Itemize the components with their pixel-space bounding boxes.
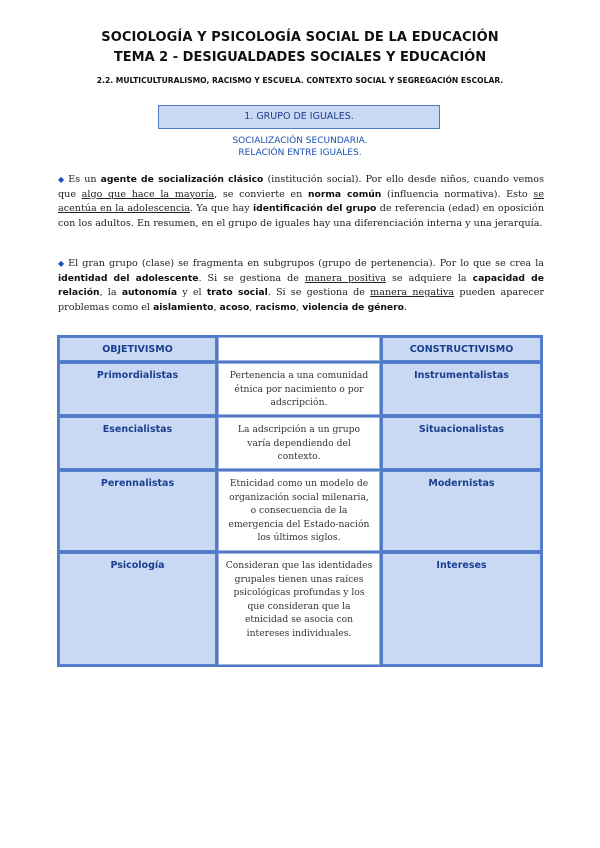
cell-intereses: Intereses (382, 553, 541, 665)
paragraph-1: ◆ Es un agente de socialización clásico (institución social). Por ello desde niños, cuando vemos que algo que hace la mayoría, se convierte en norma común (influencia normativa). Esto se acentúa en la adolescencia. Ya que hay identificación del grupo de referencia (edad) en oposición con los adultos. En resumen, en el grupo de iguales hay una diferenciación interna y una jerarquía. (58, 174, 545, 229)
header-constructivismo: CONSTRUCTIVISMO (382, 337, 541, 361)
cell-esencialistas: Esencialistas (59, 417, 216, 469)
cell-modernistas: Modernistas (382, 471, 541, 551)
diamond-bullet-icon: ◆ (58, 175, 66, 184)
subtopic-title: 2.2. MULTICULTURALISMO, RACISMO Y ESCUELA. CONTEXTO SOCIAL Y SEGREGACIÓN ESCOLAR. (96, 76, 504, 85)
cell-primordialistas: Primordialistas (59, 363, 216, 415)
cell-psicologia: Psicología (59, 553, 216, 665)
theories-table (57, 335, 543, 667)
cell-perennalistas: Perennalistas (59, 471, 216, 551)
cell-instrumentalistas: Instrumentalistas (382, 363, 541, 415)
document-title: SOCIOLOGÍA Y PSICOLOGÍA SOCIAL DE LA EDUCACIÓN (101, 30, 499, 45)
topic-title: TEMA 2 - DESIGUALDADES SOCIALES Y EDUCACIÓN (113, 50, 487, 65)
section-subheading-1: SOCIALIZACIÓN SECUNDARIA. (232, 136, 368, 146)
cell-description-1: Pertenencia a una comunidad étnica por nacimiento o por adscripción. (218, 363, 380, 415)
section-subheading-2: RELACIÓN ENTRE IGUALES. (238, 148, 362, 158)
section-heading: 1. GRUPO DE IGUALES. (158, 105, 440, 129)
header-objetivismo: OBJETIVISMO (59, 337, 216, 361)
cell-description-2: La adscripción a un grupo varía dependiendo del contexto. (218, 417, 380, 469)
cell-description-4: Consideran que las identidades grupales tienen unas raíces psicológicas profundas y los que consideran que la etnicidad se asocia con intereses individuales. (218, 553, 380, 665)
header-empty-cell (218, 337, 380, 361)
cell-situacionalistas: Situacionalistas (382, 417, 541, 469)
diamond-bullet-icon: ◆ (58, 259, 66, 268)
cell-description-3: Etnicidad como un modelo de organización social milenaria, o consecuencia de la emergencia del Estado-nación los últimos siglos. (218, 471, 380, 551)
paragraph-2: ◆ El gran grupo (clase) se fragmenta en subgrupos (grupo de pertenencia). Por lo que se crea la identidad del adolescente. Si se gestiona de manera positiva se adquiere la capacidad de relación, la autonomía y el trato social. Si se gestiona de manera negativa pueden aparecer problemas como el aislamiento, acoso, racismo, violencia de género. (58, 258, 545, 313)
